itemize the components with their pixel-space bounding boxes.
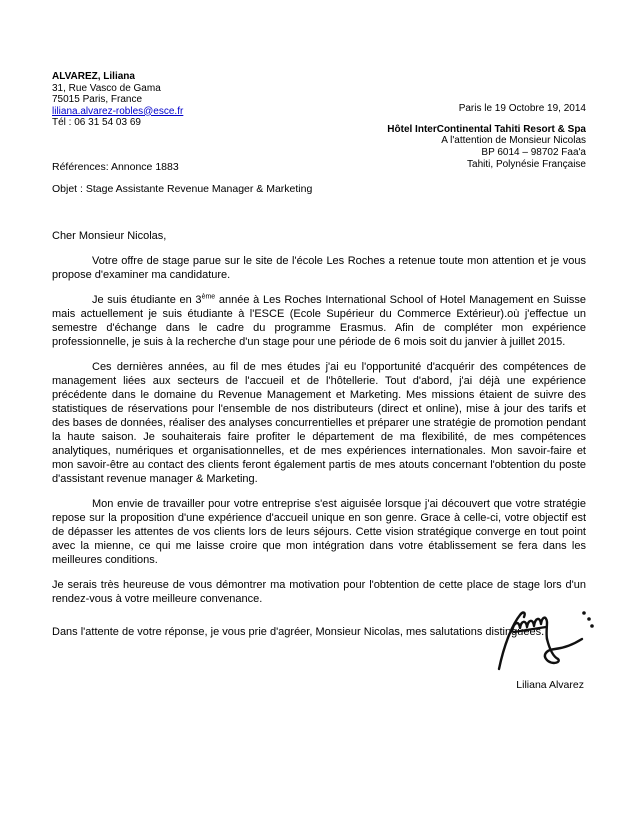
paragraph-2	[52, 293, 586, 349]
sender-block	[52, 71, 586, 129]
letter-header	[52, 71, 586, 170]
paragraph-4: Mon envie de travailler pour votre entreprise s'est aiguisée lorsque j'ai découvert que votre stratégie repose sur la proposition d'une expérience d'accueil unique en son genre. Grace à celle-ci, votre objectif est de dépasser les attentes de vos clients lors de leurs séjours. Cette vision stratégique converge en tout point avec la mienne, ce qui me laisse croire que mon intégration dans votre établissement se fera dans les meilleures conditions.	[52, 498, 586, 567]
signature-block	[444, 601, 594, 692]
sender-email-link[interactable]: liliana.alvarez-robles@esce.fr	[52, 105, 184, 117]
letter-content	[52, 71, 586, 692]
sender-phone: Tél : 06 31 54 03 69	[52, 117, 141, 128]
salutation: Cher Monsieur Nicolas,	[52, 230, 167, 243]
sender-address-line1: 31, Rue Vasco de Gama	[52, 82, 161, 94]
recipient-address-line2: Tahiti, Polynésie Française	[467, 158, 586, 170]
signature-image	[454, 601, 594, 681]
recipient-block	[52, 124, 586, 171]
signature-name: Liliana Alvarez	[516, 679, 584, 692]
paragraph-2-text-before: Je suis étudiante en 3	[92, 294, 202, 307]
paragraph-2-text-after: année à Les Roches International School of Hotel Management en Suisse mais actuellement je suis étudiante à l'ESCE (Ecole Supérieur du Commerce Extérieur).où j'effectue un semestre d'échange dans le cadre du programme Erasmus. Afin de compléter mon expérience professionnelle, je suis à la recherche d'un stage pour une période de 6 mois soit du janvier à juillet 2015.	[52, 294, 586, 349]
date-line: Paris le 19 Octobre 19, 2014	[458, 103, 586, 114]
paragraph-3: Ces dernières années, au fil de mes études j'ai eu l'opportunité d'acquérir des compétences de management liées aux secteurs de l'accueil et de l'hôtellerie. Tout d'abord, j'ai déjà une expérience précédente dans le domaine du Revenue Management et Marketing. Mes missions étaient de suivre des statistiques de réservations pour l'ensemble de nos distributeurs (direct et online), mise à jour des tarifs et des bases de données, réaliser des analyses concurrentielles et préparer une stratégie de promotion pendant la haute saison. Je souhaiterais faire profiter le département de ma flexibilité, de mes compétences analytiques, numériques et organisationnelles, et de mes expériences internationales. Mon savoir-faire et mon savoir-être au contact des clients feront également partis de mes atouts concernant l'obtention du poste d'assistant revenue manager & Marketing.	[52, 361, 586, 486]
paragraph-5: Je serais très heureuse de vous démontrer ma motivation pour l'obtention de cette place de stage lors d'un rendez-vous à votre meilleure convenance.	[52, 579, 586, 606]
paragraph-6: Dans l'attente de votre réponse, je vous prie d'agréer, Monsieur Nicolas, mes salutations distinguées.	[52, 626, 545, 639]
reference-line: Références: Annonce 1883	[52, 161, 179, 174]
sender-address-line2: 75015 Paris, France	[52, 94, 143, 105]
recipient-attention-line: A l'attention de Monsieur Nicolas	[441, 135, 586, 147]
ordinal-superscript: ème	[201, 293, 216, 301]
paragraph-1: Votre offre de stage parue sur le site de l'école Les Roches a retenue toute mon attention et je vous propose d'examiner ma candidature.	[52, 255, 586, 282]
sender-name: ALVAREZ, Liliana	[52, 71, 135, 82]
recipient-hotel: Hôtel InterContinental Tahiti Resort & Spa	[387, 123, 586, 135]
subject-line: Objet : Stage Assistante Revenue Manager & Marketing	[52, 183, 313, 196]
recipient-address-line1: BP 6014 – 98702 Faa'a	[481, 146, 586, 158]
